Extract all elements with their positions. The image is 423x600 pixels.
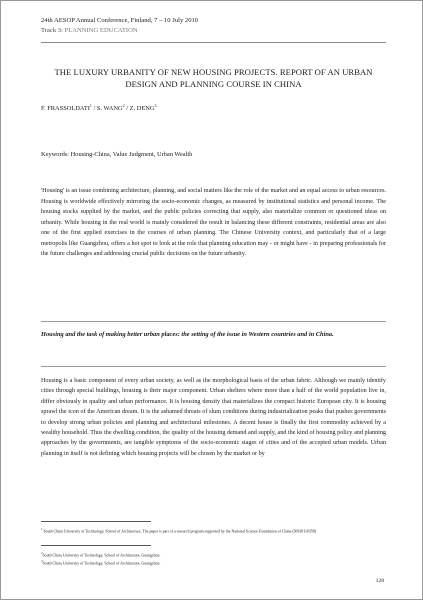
footnote — [41, 526, 386, 535]
author-footnote-mark: 1 — [89, 103, 92, 108]
body-paragraph: Housing is a basic component of every urban society, as well as the morphological basis of the urban fabric. Although we mainly identify cities through special buildings, housing is their major component. Urban shelters where more than a half of the world population live in, differ obviously in quality and urban performance. It is housing density that materializes the compact historic European city. It is housing sprawl the icon of the American dream. It is the ashamed threats of slum conditions during industrialization peaks that pushes governments to develop strong urban policies and planning and architectural milestones. A decent house is finally the first commodity achieved by a wealthy household. Thus the dwelling condition, the quality of the housing demand and supply, and the kind of housing policy and planning approaches by the governments, are tangible symptoms of the socio-economic stages of cities and of the accepted urban models. Urban planning in itself is not defining which housing projects will be chosen by the market or by — [41, 378, 386, 457]
footnote-mark: 3 — [41, 559, 43, 563]
footnote-divider — [41, 521, 151, 522]
page-number: 128 — [375, 578, 384, 584]
footnote-text: South China University of Technology, School of Architecture, Guangzhou. — [42, 552, 161, 557]
conference-line: 24th AESOP Annual Conference, Finland, 7 – 10 July 2010 — [41, 17, 199, 24]
abstract-paragraph: 'Housing' is an issue combining architecture, planning, and social matters like the role of the market and an equal access to urban resources. Housing is worldwide effectively mirroring the socio-economic changes, as measured by institutional statistics and personal income. The housing stocks supplied by the market, and the public policies correcting that supply, also materialize common or questioned ideas on urbanity. While housing in the real world is mainly considered the result in balancing these different constraints, residential areas are also one of the first applied exercises in the courses of urban planning. The Chinese University context, and particularly that of a large metropolis like Guangzhou, offers a hot spot to look at the role that planning education may - or might have - in preparing professionals for the future challenges and addressing crucial public decisions on the future urbanity. — [41, 188, 386, 258]
track-line — [41, 26, 386, 36]
section-heading: Housing and the task of making better urban places: the setting of the issue in Western countries and in China. — [41, 331, 334, 338]
keywords: Keywords: Housing-China, Value Judgment, Urban Wealth — [41, 151, 193, 158]
running-header — [41, 16, 386, 36]
header-divider — [41, 42, 386, 43]
author-name: F. FRASSOLDATI — [41, 105, 90, 113]
footnote-text: South China University of Technology, School of Architecture. The paper is part of a research program supported by the National Science Foundation of China (50938110358) — [42, 529, 317, 534]
author-name: S. WANG — [96, 105, 123, 113]
track-name: PLANNING EDUCATION — [64, 27, 138, 34]
author-footnote-mark: 2 — [122, 103, 125, 108]
footnote-mark: 1 — [41, 527, 43, 531]
track-prefix: Track 3: — [41, 27, 65, 34]
section-divider-top — [41, 321, 386, 322]
footnote — [41, 550, 386, 567]
section-divider-bottom — [41, 366, 386, 367]
author-name: Z. DENG — [129, 105, 155, 113]
footnote-divider — [41, 545, 151, 546]
author-line — [41, 101, 386, 113]
author-footnote-mark: 3 — [154, 103, 157, 108]
footnote-text: South China University of Technology, School of Architecture, Guangzhou. — [42, 561, 161, 566]
footnotes — [41, 521, 386, 570]
author-separator: / — [124, 105, 130, 113]
paper-title: THE LUXURY URBANITY OF NEW HOUSING PROJECTS. REPORT OF AN URBAN DESIGN AND PLANNING COURSE IN CHINA — [54, 67, 373, 89]
author-separator: / — [91, 105, 97, 113]
footnote-mark: 2 — [41, 550, 43, 555]
